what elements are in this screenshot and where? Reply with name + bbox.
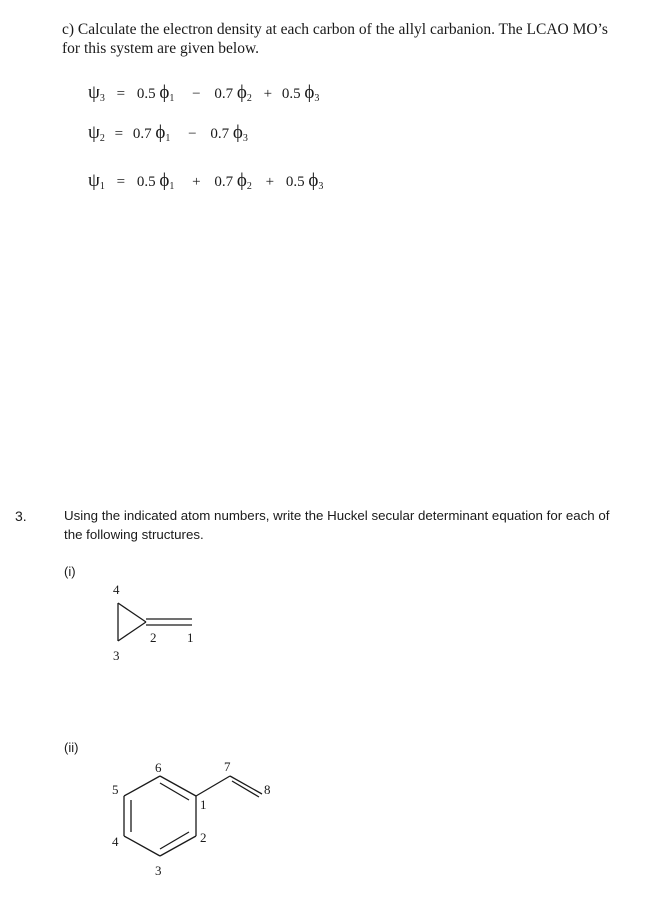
atom-label-2: 2 bbox=[150, 630, 157, 645]
double-bond-7-8-a bbox=[230, 776, 262, 794]
phi-symbol-1: ϕ bbox=[155, 122, 166, 143]
phi-subscript-2: 2 bbox=[246, 93, 252, 104]
phi-symbol-3: ϕ bbox=[304, 82, 315, 103]
structure-1-label: (i) bbox=[64, 564, 76, 579]
operator-1: − bbox=[188, 126, 197, 142]
bond-1-7 bbox=[196, 776, 230, 796]
bond-5-6 bbox=[124, 776, 160, 796]
psi-subscript: 2 bbox=[99, 133, 105, 144]
bond-3-4 bbox=[124, 836, 160, 856]
coefficient-2: 0.7 bbox=[210, 126, 233, 142]
question-3-line-2: the following structures. bbox=[64, 527, 204, 542]
question-number: 3. bbox=[15, 508, 27, 524]
equals-sign: = bbox=[116, 86, 126, 102]
atom-label-4: 4 bbox=[112, 834, 119, 849]
atom-label-8: 8 bbox=[264, 782, 271, 797]
coefficient-3: 0.5 bbox=[285, 174, 309, 190]
operator-1: + bbox=[192, 174, 201, 190]
part-c-line-2: for this system are given below. bbox=[62, 40, 260, 57]
inner-double-bond-2-3 bbox=[160, 832, 189, 849]
psi-symbol: ψ bbox=[88, 122, 100, 143]
psi-subscript: 1 bbox=[99, 181, 105, 192]
atom-label-7: 7 bbox=[224, 759, 231, 774]
operator-2: + bbox=[263, 86, 273, 102]
equals-sign: = bbox=[114, 126, 124, 142]
phi-symbol-2: ϕ bbox=[236, 82, 247, 103]
atom-label-2: 2 bbox=[200, 830, 207, 845]
atom-label-5: 5 bbox=[112, 782, 119, 797]
operator-2: + bbox=[265, 174, 275, 190]
psi-symbol: ψ bbox=[88, 82, 100, 103]
phi-symbol-1: ϕ bbox=[159, 82, 170, 103]
atom-label-3: 3 bbox=[113, 648, 120, 663]
equals-sign: = bbox=[116, 174, 126, 190]
operator-1: − bbox=[192, 86, 201, 102]
psi-subscript: 3 bbox=[99, 93, 105, 104]
coefficient-1: 0.7 bbox=[132, 126, 156, 142]
structure-2-label: (ii) bbox=[64, 740, 79, 755]
phi-subscript-3: 3 bbox=[318, 181, 324, 192]
coefficient-2: 0.7 bbox=[214, 86, 237, 102]
coefficient-1: 0.5 bbox=[136, 86, 160, 102]
phi-subscript-1: 1 bbox=[165, 133, 171, 144]
atom-label-4: 4 bbox=[113, 582, 120, 597]
phi-subscript-2: 2 bbox=[246, 181, 252, 192]
phi-symbol-2: ϕ bbox=[232, 122, 243, 143]
phi-symbol-3: ϕ bbox=[308, 170, 319, 191]
phi-subscript-1: 1 bbox=[169, 93, 175, 104]
phi-subscript-3: 3 bbox=[314, 93, 320, 104]
double-bond-7-8-b bbox=[232, 781, 259, 797]
phi-symbol-2: ϕ bbox=[236, 170, 247, 191]
coefficient-3: 0.5 bbox=[281, 86, 305, 102]
question-3-line-1: Using the indicated atom numbers, write the Huckel secular determinant equation for each of bbox=[64, 508, 610, 523]
atom-label-1: 1 bbox=[187, 630, 194, 645]
atom-label-6: 6 bbox=[155, 760, 162, 775]
bond-3-2 bbox=[118, 622, 146, 641]
phi-subscript-2: 3 bbox=[242, 133, 248, 144]
coefficient-1: 0.5 bbox=[136, 174, 160, 190]
phi-subscript-1: 1 bbox=[169, 181, 175, 192]
bond-4-2 bbox=[118, 603, 146, 622]
coefficient-2: 0.7 bbox=[214, 174, 237, 190]
phi-symbol-1: ϕ bbox=[159, 170, 170, 191]
atom-label-3: 3 bbox=[155, 863, 162, 878]
atom-label-1: 1 bbox=[200, 797, 207, 812]
inner-double-bond-6-1 bbox=[160, 783, 189, 800]
styrene-structure bbox=[124, 776, 262, 856]
psi-symbol: ψ bbox=[88, 170, 100, 191]
part-c-line-1: c) Calculate the electron density at each carbon of the allyl carbanion. The LCAO MO’s bbox=[62, 21, 608, 38]
